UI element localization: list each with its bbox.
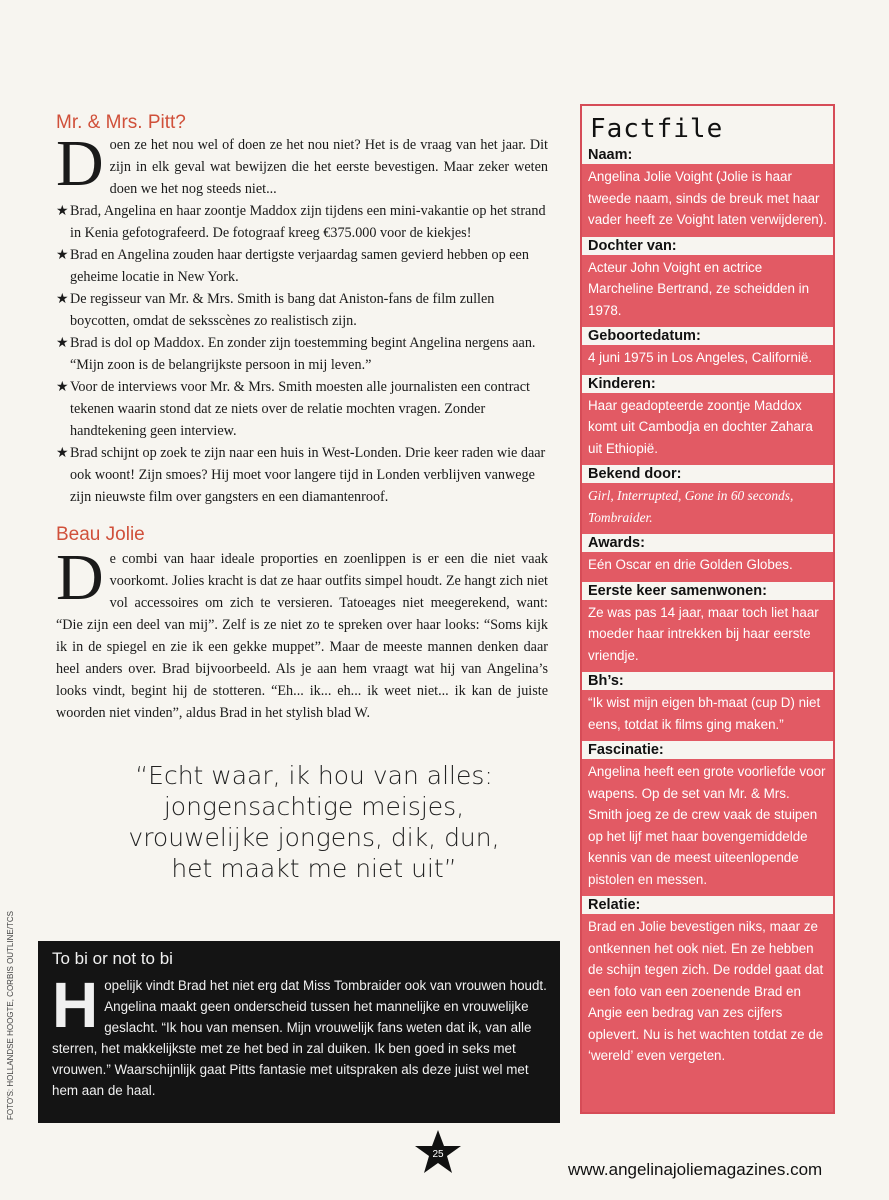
fact-label: Dochter van: bbox=[582, 237, 833, 255]
fact-value: Ze was pas 14 jaar, maar toch liet haar moeder haar intrekken bij haar eerste vriendje. bbox=[588, 604, 819, 663]
section-title-beau-jolie: Beau Jolie bbox=[56, 524, 145, 545]
bullet-item bbox=[56, 376, 548, 442]
fact-label: Fascinatie: bbox=[582, 741, 833, 759]
bullet-list bbox=[56, 200, 548, 508]
quote-line: “Echt waar, ik hou van alles: bbox=[135, 761, 493, 790]
star-bullet-icon: ★ bbox=[56, 203, 69, 219]
bullet-item bbox=[56, 244, 548, 288]
factfile-header bbox=[582, 106, 833, 146]
dropcap: D bbox=[56, 541, 104, 614]
intro-text: oen ze het nou wel of doen ze het nou niet? Het is de vraag van het jaar. Dit zijn in elk geval wat bewijzen die het eerste bevestigen. Maar zeker weten doen we het nog steeds niet... bbox=[109, 137, 548, 197]
bi-box-text: opelijk vindt Brad het niet erg dat Miss Tombraider ook van vrouwen houdt. Angelina maakt geen onderscheid tussen het mannelijke en vrouwelijke geslacht. “Ik hou van mensen. Mijn vrouwelijk fans weten dat ik, van alle sterren, het makkelijkste met ze het bed in zal duiken. Ik ben goed in seks met vrouwen.” Waarschijnlijk gaat Pitts fantasie met uitspraken als deze juist wel met hem aan de haal. bbox=[52, 978, 547, 1098]
section1-text bbox=[56, 127, 548, 508]
bullet-text: Voor de interviews voor Mr. & Mrs. Smith moesten alle journalisten een contract tekenen waarin stond dat ze niets over de relatie mochten vragen. Zonder handtekening geen interview. bbox=[70, 379, 530, 439]
fact-label: Eerste keer samenwonen: bbox=[582, 582, 833, 600]
section-title-mr-mrs-pitt: Mr. & Mrs. Pitt? bbox=[56, 112, 186, 133]
fact-value: Angelina heeft een grote voorliefde voor wapens. Op de set van Mr. & Mrs. Smith joeg ze de crew vaak de stuipen op het lijf met haar bovengemiddelde kennis van de meest uiteenlopende pistolen en messen. bbox=[588, 764, 826, 887]
factfile-box bbox=[580, 104, 835, 1114]
section2-body: e combi van haar ideale proporties en zoenlippen is er een die niet vaak voorkomt. Jolies kracht is dat ze haar outfits simpel houdt. Ze hangt zich niet vol accessoires om zich te versieren. Tatoeages niet meegerekend, want: “Die zijn een deel van mij”. Zelf is ze niet zo te spreken over haar looks: “Soms kijk ik in de spiegel en zie ik een gekke muppet”. Maar de meeste mannen denken daar heel anders over. Brad bijvoorbeeld. Als je aan hem vraagt wat hij van Angelina’s looks vindt, begint hij de stotteren. “Eh... ik... eh... ik weet niet... ik kan de juiste woorden niet vinden”, aldus Brad in het stylish blad W. bbox=[56, 551, 548, 721]
fact-label: Geboortedatum: bbox=[582, 327, 833, 345]
fact-label: Awards: bbox=[582, 534, 833, 552]
quote-line: het maakt me niet uit” bbox=[171, 854, 457, 883]
star-bullet-icon: ★ bbox=[56, 335, 69, 351]
dropcap: H bbox=[52, 969, 99, 1041]
factfile-title: Factfile bbox=[590, 114, 724, 144]
star-bullet-icon: ★ bbox=[56, 247, 69, 263]
star-bullet-icon: ★ bbox=[56, 445, 69, 461]
bullet-item bbox=[56, 288, 548, 332]
fact-value: Haar geadopteerde zoontje Maddox komt uit Cambodja en dochter Zahara uit Ethiopië. bbox=[588, 397, 813, 456]
bi-box-body bbox=[52, 969, 548, 1101]
fact-label: Bekend door: bbox=[582, 465, 833, 483]
bullet-item bbox=[56, 442, 548, 508]
bi-box-title: To bi or not to bi bbox=[52, 949, 173, 968]
section1-intro bbox=[56, 127, 548, 200]
bullet-text: Brad is dol op Maddox. En zonder zijn toestemming begint Angelina nergens aan. “Mijn zoon is de belangrijkste persoon in mij leven.” bbox=[70, 335, 536, 373]
fact-label: Kinderen: bbox=[582, 375, 833, 393]
fact-value: 4 juni 1975 in Los Angeles, Californië. bbox=[588, 350, 813, 365]
fact-value: Acteur John Voight en actrice Marcheline Bertrand, ze scheidden in 1978. bbox=[588, 259, 810, 318]
photo-credit: FOTO'S: HOLLANDSE HOOGTE, CORBIS OUTLINE/TCS bbox=[6, 911, 15, 1120]
fact-value: Angelina Jolie Voight (Jolie is haar tweede naam, sinds de breuk met haar vader heeft ze Voight laten verwijderen). bbox=[588, 169, 827, 227]
star-bullet-icon: ★ bbox=[56, 291, 69, 307]
fact-label: Relatie: bbox=[582, 896, 833, 914]
fact-value-italic: Girl, Interrupted, Gone in 60 seconds, Tombraider. bbox=[588, 488, 794, 525]
pull-quote bbox=[84, 760, 544, 884]
factfile-entries bbox=[582, 146, 833, 1071]
page-number: 25 bbox=[432, 1149, 444, 1160]
fact-value bbox=[582, 483, 833, 532]
bullet-text: Brad en Angelina zouden haar dertigste verjaardag samen gevierd hebben op een geheime locatie in New York. bbox=[70, 247, 529, 285]
quote-line: jongensachtige meisjes, bbox=[163, 792, 465, 821]
bullet-text: Brad, Angelina en haar zoontje Maddox zijn tijdens een mini-vakantie op het strand in Kenia gefotografeerd. De fotograaf kreeg €375.000 voor de kiekjes! bbox=[70, 203, 546, 241]
fact-value: “Ik wist mijn eigen bh-maat (cup D) niet eens, totdat ik films ging maken.” bbox=[588, 695, 821, 732]
star-bullet-icon: ★ bbox=[56, 379, 69, 395]
fact-value: Eén Oscar en drie Golden Globes. bbox=[588, 557, 793, 572]
bullet-item bbox=[56, 200, 548, 244]
bi-box bbox=[38, 941, 560, 1123]
section2-text bbox=[56, 541, 548, 724]
bullet-text: Brad schijnt op zoek te zijn naar een huis in West-Londen. Drie keer raden wie daar ook woont! Zijn smoes? Hij moet voor langere tijd in Londen verblijven vanwege zijn nieuwste film over gangsters en een diamantenroof. bbox=[70, 445, 546, 505]
bullet-text: De regisseur van Mr. & Mrs. Smith is bang dat Aniston-fans de film zullen boycotten, omdat de seksscènes zo realistisch zijn. bbox=[70, 291, 495, 329]
website-url: www.angelinajoliemagazines.com bbox=[568, 1160, 823, 1179]
quote-line: vrouwelijke jongens, dik, dun, bbox=[128, 823, 500, 852]
page-star bbox=[414, 1128, 462, 1176]
fact-label: Naam: bbox=[582, 146, 833, 164]
bullet-item bbox=[56, 332, 548, 376]
dropcap: D bbox=[56, 127, 104, 200]
fact-label: Bh’s: bbox=[582, 672, 833, 690]
fact-value: Brad en Jolie bevestigen niks, maar ze ontkennen het ook niet. En ze hebben de schijn tegen zich. De roddel gaat dat een foto van een zoenende Brad en Angie een bedrag van zes cijfers oplevert. Nu is het wachten totdat ze de ‘wereld’ even vergeten. bbox=[588, 919, 824, 1063]
